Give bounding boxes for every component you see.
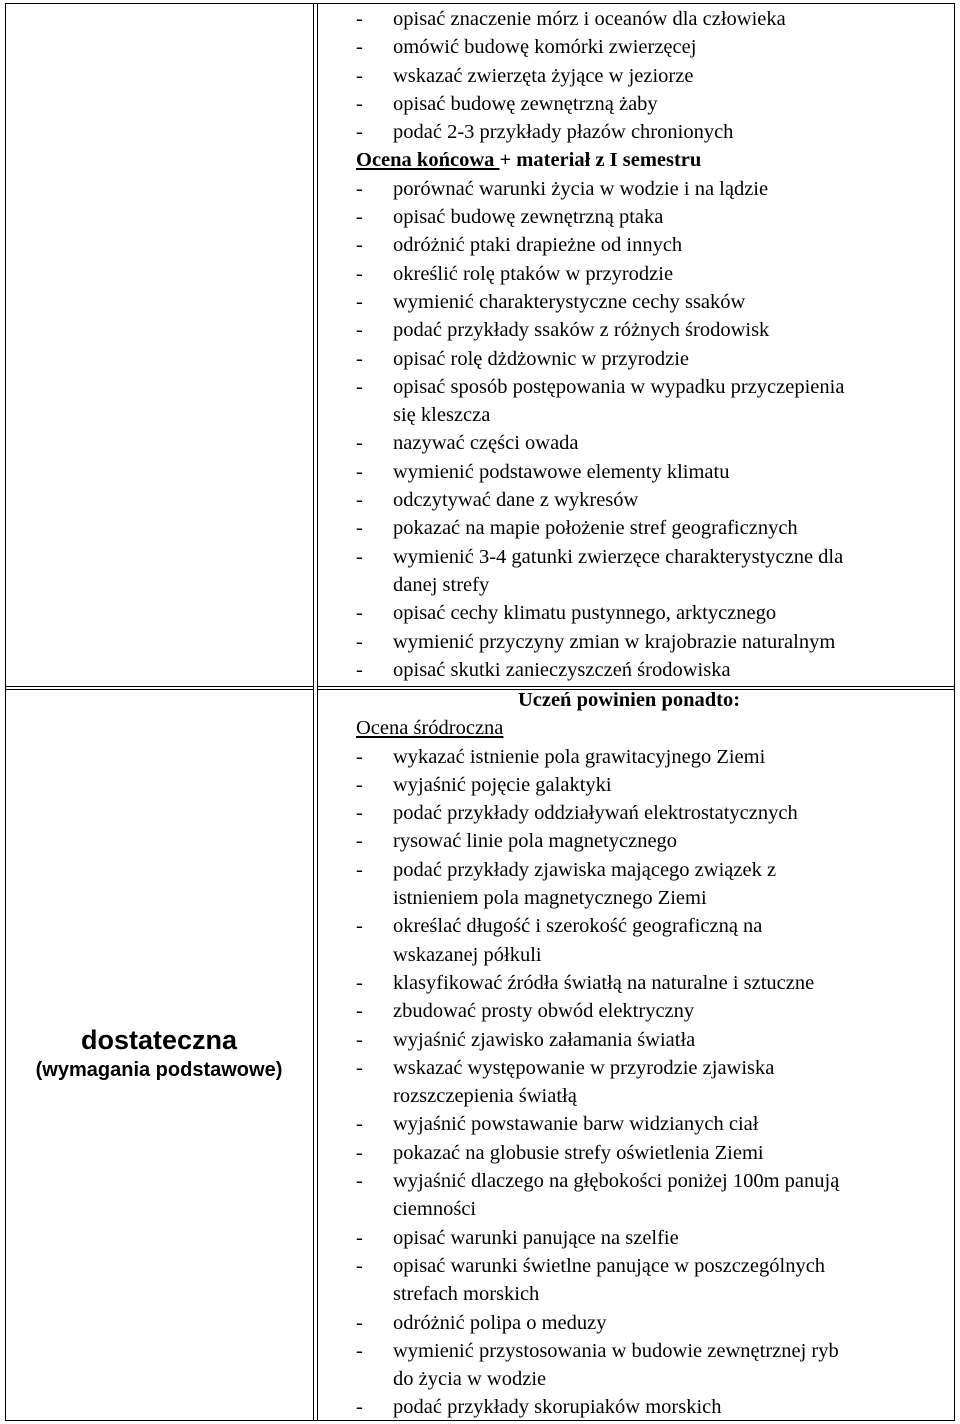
final-grade-heading-rest: + materiał z I semestru <box>499 149 702 172</box>
list-item-text: wymienić charakterystyczne cechy ssaków <box>393 290 746 313</box>
dash-bullet: - <box>356 489 363 512</box>
list-item <box>356 1139 946 1167</box>
dash-bullet: - <box>356 658 363 681</box>
list-item <box>356 5 946 33</box>
dash-bullet: - <box>356 1028 363 1051</box>
list-item <box>356 1110 946 1138</box>
list-item-text: wymienić przyczyny zmian w krajobrazie naturalnym <box>393 630 836 653</box>
list-item <box>356 231 946 259</box>
list-item-text: opisać sposób postępowania w wypadku przyczepienia <box>393 375 845 398</box>
dash-bullet: - <box>356 177 363 200</box>
list-item-text: rysować linie pola magnetycznego <box>393 830 678 853</box>
dash-bullet: - <box>356 915 363 938</box>
grade-subtitle: (wymagania podstawowe) <box>35 1059 283 1081</box>
dash-bullet: - <box>356 858 363 881</box>
dash-bullet: - <box>356 545 363 568</box>
list-item <box>356 628 946 656</box>
list-item <box>356 1393 946 1421</box>
list-item-text: wyjaśnić pojęcie galaktyki <box>393 773 612 796</box>
list-item <box>356 743 946 771</box>
list-item-text: wyjaśnić powstawanie barw widzianych ciał <box>393 1113 759 1136</box>
dash-bullet: - <box>356 36 363 59</box>
dash-bullet: - <box>356 602 363 625</box>
list-item-text: rozszczepienia światłą <box>393 1085 577 1108</box>
requirements-list <box>356 5 946 146</box>
list-item-text: nazywać części owada <box>393 432 579 455</box>
list-item-text: się kleszcza <box>393 404 491 427</box>
dash-bullet: - <box>356 121 363 144</box>
dash-bullet: - <box>356 802 363 825</box>
list-item <box>356 1337 946 1394</box>
list-item <box>356 316 946 344</box>
dash-bullet: - <box>356 460 363 483</box>
dash-bullet: - <box>356 1339 363 1362</box>
list-item-text: odróżnić ptaki drapieżne od innych <box>393 234 683 257</box>
dash-bullet: - <box>356 347 363 370</box>
list-item-text: ciemności <box>393 1198 477 1221</box>
list-item <box>356 997 946 1025</box>
dash-bullet: - <box>356 1396 363 1419</box>
dash-bullet: - <box>356 971 363 994</box>
list-item <box>356 1026 946 1054</box>
list-item-text: opisać warunki panujące na szelfie <box>393 1226 679 1249</box>
list-item-text: do życia w wodzie <box>393 1368 547 1391</box>
dash-bullet: - <box>356 64 363 87</box>
list-item-text: wskazanej półkuli <box>393 943 542 966</box>
list-item <box>356 486 946 514</box>
list-item <box>356 856 946 913</box>
list-item-text: podać przykłady ssaków z różnych środowisk <box>393 319 770 342</box>
requirements-list-bottom <box>356 686 946 1422</box>
list-item-text: wyjaśnić zjawisko załamania światła <box>393 1028 696 1051</box>
list-item-text: wskazać występowanie w przyrodzie zjawiska <box>393 1056 775 1079</box>
dash-bullet: - <box>356 92 363 115</box>
list-item-text: odróżnić polipa o meduzy <box>393 1311 607 1334</box>
list-item-text: wymienić 3-4 gatunki zwierzęce charakterystyczne dla <box>393 545 844 568</box>
list-item <box>356 799 946 827</box>
midterm-heading-text: Ocena śródroczna <box>356 717 504 740</box>
requirements-list <box>356 743 946 1422</box>
dash-bullet: - <box>356 773 363 796</box>
list-item-text: opisać znaczenie mórz i oceanów dla człowieka <box>393 8 786 30</box>
list-item-text: określać długość i szerokość geograficzną na <box>393 915 763 938</box>
list-item <box>356 373 946 430</box>
midterm-heading <box>356 714 946 742</box>
final-grade-heading <box>356 146 946 174</box>
list-item <box>356 203 946 231</box>
requirements-list <box>356 175 946 684</box>
dash-bullet: - <box>356 1254 363 1277</box>
list-item-text: podać przykłady skorupiaków morskich <box>393 1396 722 1419</box>
dash-bullet: - <box>356 290 363 313</box>
list-item-text: porównać warunki życia w wodzie i na lądzie <box>393 177 769 200</box>
dash-bullet: - <box>356 375 363 398</box>
list-item <box>356 33 946 61</box>
dash-bullet: - <box>356 1311 363 1334</box>
list-item <box>356 912 946 969</box>
list-item-text: pokazać na mapie położenie stref geograficznych <box>393 517 798 540</box>
list-item-text: określić rolę ptaków w przyrodzie <box>393 262 674 285</box>
list-item <box>356 260 946 288</box>
list-item <box>356 118 946 146</box>
list-item-text: klasyfikować źródła światłą na naturalne i sztuczne <box>393 971 815 994</box>
dash-bullet: - <box>356 319 363 342</box>
list-item <box>356 62 946 90</box>
list-item-text: danej strefy <box>393 573 490 596</box>
list-item <box>356 1167 946 1224</box>
list-item <box>356 827 946 855</box>
list-item <box>356 599 946 627</box>
requirements-list-top <box>356 5 946 684</box>
list-item <box>356 429 946 457</box>
dash-bullet: - <box>356 1170 363 1193</box>
dash-bullet: - <box>356 1000 363 1023</box>
list-item-text: odczytywać dane z wykresów <box>393 489 639 512</box>
list-item <box>356 1224 946 1252</box>
dash-bullet: - <box>356 517 363 540</box>
dash-bullet: - <box>356 432 363 455</box>
list-item-text: opisać budowę zewnętrzną żaby <box>393 92 658 115</box>
list-item-text: pokazać na globusie strefy oświetlenia Ziemi <box>393 1141 764 1164</box>
list-item-text: wskazać zwierzęta żyjące w jeziorze <box>393 64 694 87</box>
list-item-text: opisać cechy klimatu pustynnego, arktycznego <box>393 602 777 625</box>
list-item-text: strefach morskich <box>393 1283 540 1306</box>
list-item-text: opisać rolę dżdżownic w przyrodzie <box>393 347 689 370</box>
row-divider <box>5 689 314 690</box>
dash-bullet: - <box>356 630 363 653</box>
dash-bullet: - <box>356 745 363 768</box>
list-item-text: podać 2-3 przykłady płazów chronionych <box>393 121 734 144</box>
list-item <box>356 1309 946 1337</box>
list-item <box>356 514 946 542</box>
dash-bullet: - <box>356 206 363 229</box>
dash-bullet: - <box>356 1113 363 1136</box>
list-item <box>356 458 946 486</box>
dash-bullet: - <box>356 262 363 285</box>
dash-bullet: - <box>356 1226 363 1249</box>
list-item-text: opisać skutki zanieczyszczeń środowiska <box>393 658 731 681</box>
grade-cell <box>5 1023 313 1083</box>
list-item-text: wymienić podstawowe elementy klimatu <box>393 460 730 483</box>
list-item-text: opisać budowę zewnętrzną ptaka <box>393 206 664 229</box>
list-item-text: omówić budowę komórki zwierzęcej <box>393 36 697 59</box>
list-item <box>356 969 946 997</box>
dash-bullet: - <box>356 1141 363 1164</box>
dash-bullet: - <box>356 8 363 30</box>
list-item-text: wymienić przystosowania w budowie zewnętrznej ryb <box>393 1339 839 1362</box>
row-divider <box>5 686 314 687</box>
list-item <box>356 1054 946 1111</box>
dash-bullet: - <box>356 1056 363 1079</box>
list-item-text: zbudować prosty obwód elektryczny <box>393 1000 695 1023</box>
list-item <box>356 175 946 203</box>
list-item <box>356 288 946 316</box>
list-item <box>356 345 946 373</box>
grade-title: dostateczna <box>80 1025 238 1055</box>
list-item-text: wyjaśnić dlaczego na głębokości poniżej 100m panują <box>393 1170 840 1193</box>
final-grade-heading-underlined: Ocena końcowa <box>356 149 500 172</box>
extra-requirements-heading: Uczeń powinien ponadto: <box>517 689 741 711</box>
dash-bullet: - <box>356 830 363 853</box>
list-item <box>356 656 946 684</box>
list-item-text: opisać warunki świetlne panujące w poszczególnych <box>393 1254 826 1277</box>
list-item <box>356 543 946 600</box>
list-item-text: podać przykłady zjawiska mającego związek z <box>393 858 777 881</box>
list-item-text: podać przykłady oddziaływań elektrostatycznych <box>393 802 798 825</box>
list-item-text: istnieniem pola magnetycznego Ziemi <box>393 887 707 910</box>
list-item <box>356 90 946 118</box>
dash-bullet: - <box>356 234 363 257</box>
list-item <box>356 1252 946 1309</box>
list-item-text: wykazać istnienie pola grawitacyjnego Ziemi <box>393 745 766 768</box>
list-item <box>356 771 946 799</box>
